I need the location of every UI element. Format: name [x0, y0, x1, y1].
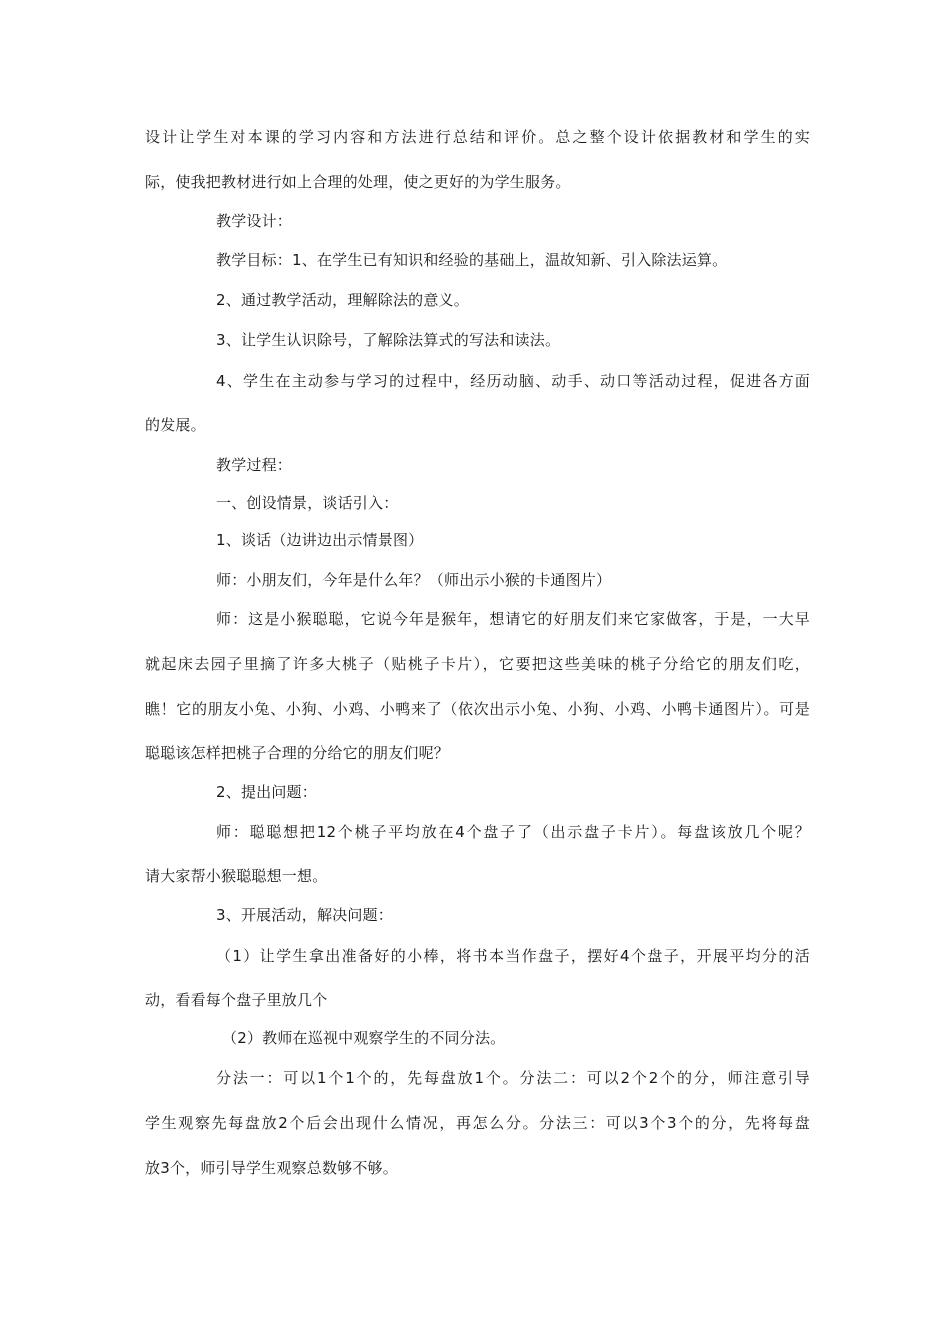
paragraph-line: 请大家帮小猴聪聪想一想。	[145, 867, 328, 885]
paragraph-line: 瞧！它的朋友小兔、小狗、小鸡、小鸭来了（依次出示小兔、小狗、小鸡、小鸭卡通图片）。可是	[145, 700, 810, 718]
paragraph-line: 动，看看每个盘子里放几个	[145, 991, 328, 1009]
paragraph-line: 就起床去园子里摘了许多大桃子（贴桃子卡片），它要把这些美味的桃子分给它的朋友们吃，	[145, 655, 810, 673]
paragraph-line: 2、通过教学活动，理解除法的意义。	[216, 291, 469, 309]
paragraph-line: 2、提出问题：	[216, 783, 317, 801]
paragraph-line: （1）让学生拿出准备好的小棒，将书本当作盘子，摆好4个盘子，开展平均分的活	[216, 947, 810, 965]
section-heading: 一、创设情景，谈话引入：	[216, 494, 399, 512]
paragraph-line: 师：聪聪想把12个桃子平均放在4个盘子了（出示盘子卡片）。每盘该放几个呢？	[216, 823, 810, 841]
paragraph-line: 的发展。	[145, 416, 206, 434]
paragraph-line: 学生观察先每盘放2个后会出现什么情况，再怎么分。分法三：可以3个3个的分，先将每盘	[145, 1114, 810, 1132]
paragraph-line: 放3个，师引导学生观察总数够不够。	[145, 1159, 398, 1177]
paragraph-line: 教学目标：1、在学生已有知识和经验的基础上，温故知新、引入除法运算。	[216, 251, 728, 269]
section-heading: 教学设计：	[216, 212, 293, 230]
paragraph-line: 设计让学生对本课的学习内容和方法进行总结和评价。总之整个设计依据教材和学生的实	[145, 128, 810, 146]
section-heading: 教学过程：	[216, 456, 293, 474]
paragraph-line: 分法一：可以1个1个的，先每盘放1个。分法二：可以2个2个的分，师注意引导	[216, 1069, 810, 1087]
paragraph-line: 4、学生在主动参与学习的过程中，经历动脑、动手、动口等活动过程，促进各方面	[216, 372, 810, 390]
paragraph-line: 聪聪该怎样把桃子合理的分给它的朋友们呢？	[145, 744, 450, 762]
paragraph-line: 3、让学生认识除号，了解除法算式的写法和读法。	[216, 331, 561, 349]
paragraph-line: 师：小朋友们，今年是什么年？（师出示小猴的卡通图片）	[216, 571, 612, 589]
paragraph-line: 师：这是小猴聪聪，它说今年是猴年，想请它的好朋友们来它家做客，于是，一大早	[216, 610, 810, 628]
paragraph-line: 际，使我把教材进行如上合理的处理，使之更好的为学生服务。	[145, 173, 571, 191]
paragraph-line: 3、开展活动，解决问题：	[216, 906, 393, 924]
paragraph-line: 1、谈话（边讲边出示情景图）	[216, 531, 424, 549]
paragraph-line: （2）教师在巡视中观察学生的不同分法。	[222, 1029, 506, 1047]
